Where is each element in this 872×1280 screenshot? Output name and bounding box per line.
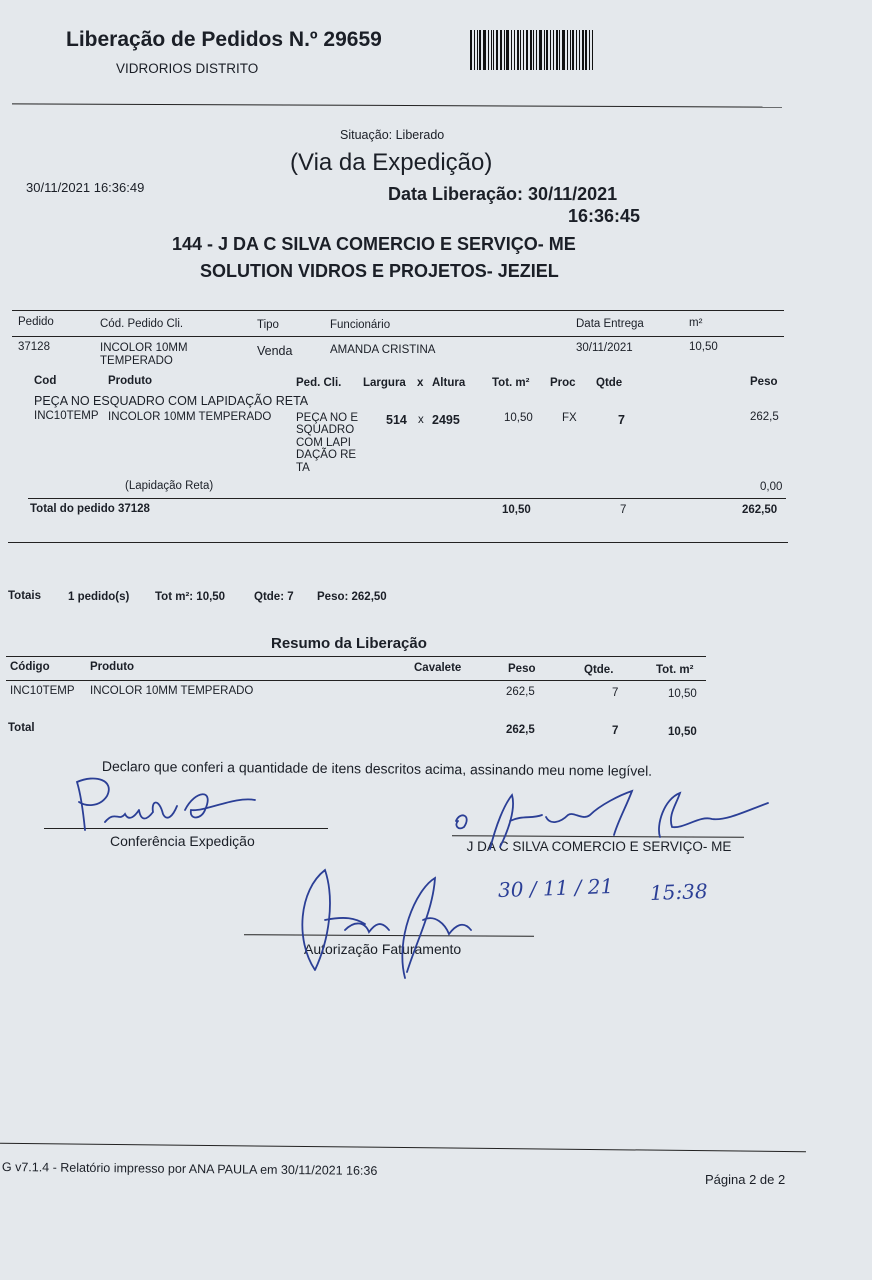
barcode-bar bbox=[589, 30, 590, 70]
col-header-tipo: Tipo bbox=[257, 319, 279, 331]
barcode-bar bbox=[496, 30, 498, 70]
barcode-bar bbox=[536, 30, 537, 70]
item-proc: FX bbox=[562, 412, 577, 424]
item-qty: 7 bbox=[618, 413, 625, 427]
barcode-bar bbox=[544, 30, 545, 70]
barcode-bar bbox=[539, 30, 542, 70]
barcode-bar bbox=[562, 30, 565, 70]
signature-paulo bbox=[55, 770, 275, 840]
item-width: 514 bbox=[386, 413, 407, 427]
summary-total-qty: 7 bbox=[612, 725, 619, 737]
summary-header-cavalete: Cavalete bbox=[414, 662, 462, 674]
summary-row-m2: 10,50 bbox=[668, 688, 697, 700]
item-header-cod: Cod bbox=[34, 375, 57, 387]
barcode-bar bbox=[567, 30, 568, 70]
barcode-bar bbox=[483, 30, 486, 70]
item-code: INC10TEMP bbox=[34, 410, 99, 422]
col-header-pedido: Pedido bbox=[18, 316, 54, 328]
barcode-bar bbox=[572, 30, 574, 70]
barcode-bar bbox=[526, 30, 528, 70]
totals-weight: Peso: 262,50 bbox=[317, 591, 387, 603]
barcode-bar bbox=[474, 30, 475, 70]
order-total-label: Total do pedido 37128 bbox=[30, 503, 150, 515]
copy-type: (Via da Expedição) bbox=[290, 149, 493, 176]
order-total-divider bbox=[28, 498, 786, 499]
barcode-bar bbox=[553, 30, 554, 70]
totals-qty: Qtde: 7 bbox=[254, 591, 294, 603]
barcode bbox=[470, 30, 604, 70]
barcode-bar bbox=[523, 30, 524, 70]
summary-total-label: Total bbox=[8, 722, 35, 734]
footer-page-number: Página 2 de 2 bbox=[705, 1172, 786, 1187]
barcode-bar bbox=[493, 30, 494, 70]
item-header-proc: Proc bbox=[550, 377, 576, 389]
summary-top-border bbox=[6, 656, 706, 657]
barcode-bar bbox=[550, 30, 551, 70]
barcode-bar bbox=[570, 30, 571, 70]
totals-orders: 1 pedido(s) bbox=[68, 591, 130, 603]
order-employee: AMANDA CRISTINA bbox=[330, 344, 436, 356]
client-line-2: SOLUTION VIDROS E PROJETOS- JEZIEL bbox=[200, 261, 559, 281]
item-header-tot-m2: Tot. m² bbox=[492, 377, 530, 389]
item-dimension-separator: x bbox=[418, 414, 424, 426]
signature-client bbox=[450, 785, 780, 855]
barcode-bar bbox=[585, 30, 587, 70]
client-line-1: 144 - J DA C SILVA COMERCIO E SERVIÇO- ME bbox=[172, 234, 576, 254]
summary-header-qtde: Qtde. bbox=[584, 664, 614, 676]
barcode-bar bbox=[556, 30, 558, 70]
barcode-bar bbox=[511, 30, 512, 70]
item-header-ped-cli: Ped. Cli. bbox=[296, 377, 342, 389]
barcode-bar bbox=[504, 30, 505, 70]
barcode-bar bbox=[500, 30, 502, 70]
order-number: 37128 bbox=[18, 341, 50, 353]
item-tot-m2: 10,50 bbox=[504, 412, 533, 424]
barcode-bar bbox=[506, 30, 509, 70]
barcode-bar bbox=[514, 30, 515, 70]
order-type: Venda bbox=[257, 344, 293, 358]
client-signature-label: J DA C SILVA COMERCIO E SERVIÇO- ME bbox=[466, 839, 732, 854]
barcode-bar bbox=[533, 30, 534, 70]
item-header-peso: Peso bbox=[750, 376, 778, 388]
summary-row-weight: 262,5 bbox=[506, 686, 535, 698]
summary-header-produto: Produto bbox=[90, 661, 135, 673]
footer-divider bbox=[0, 1143, 806, 1152]
status-text: Situação: Liberado bbox=[340, 128, 445, 142]
summary-row-qty: 7 bbox=[612, 687, 619, 699]
release-time: 16:36:45 bbox=[568, 206, 641, 226]
header-divider bbox=[12, 103, 782, 107]
order-delivery-date: 30/11/2021 bbox=[576, 342, 633, 354]
print-timestamp: 30/11/2021 16:36:49 bbox=[26, 180, 145, 195]
item-height: 2495 bbox=[432, 413, 460, 427]
handwritten-time: 15:38 bbox=[649, 879, 709, 905]
order-client-code: INCOLOR 10MM TEMPERADO bbox=[100, 342, 188, 367]
barcode-bar bbox=[488, 30, 489, 70]
item-header-produto: Produto bbox=[108, 375, 153, 387]
item-observation: PEÇA NO ESQUADRO COM LAPIDAÇÃO RETA bbox=[34, 394, 309, 408]
barcode-bar bbox=[520, 30, 521, 70]
order-total-qty: 7 bbox=[620, 504, 627, 516]
col-header-m2: m² bbox=[689, 317, 703, 329]
col-header-data-entrega: Data Entrega bbox=[576, 318, 644, 330]
report-title: Liberação de Pedidos N.º 29659 bbox=[66, 28, 382, 51]
item-client-ref: PEÇA NO ESQUADRO COM LAPIDAÇÃO RETA bbox=[296, 412, 358, 474]
barcode-bar bbox=[477, 30, 478, 70]
summary-header-peso: Peso bbox=[508, 663, 536, 675]
lapidacao-value: 0,00 bbox=[760, 481, 783, 493]
item-header-largura: Largura bbox=[363, 377, 406, 389]
totals-m2: Tot m²: 10,50 bbox=[155, 591, 226, 603]
col-header-funcionario: Funcionário bbox=[330, 319, 391, 331]
declaration-text: Declaro que conferi a quantidade de itens descritos acima, assinando meu nome legível. bbox=[101, 758, 653, 779]
barcode-bar bbox=[592, 30, 593, 70]
order-total-weight: 262,50 bbox=[742, 504, 778, 516]
summary-row-product: INCOLOR 10MM TEMPERADO bbox=[90, 685, 254, 697]
barcode-bar bbox=[546, 30, 548, 70]
totals-label: Totais bbox=[8, 590, 42, 602]
item-header-altura: Altura bbox=[432, 377, 466, 389]
order-header-divider bbox=[12, 336, 784, 337]
order-m2: 10,50 bbox=[689, 341, 718, 353]
release-date: Data Liberação: 30/11/2021 bbox=[388, 184, 618, 204]
summary-header-codigo: Código bbox=[10, 661, 50, 673]
order-table-top-border bbox=[12, 310, 784, 311]
barcode-bar bbox=[479, 30, 481, 70]
barcode-bar bbox=[559, 30, 560, 70]
item-product: INCOLOR 10MM TEMPERADO bbox=[108, 411, 272, 423]
col-header-cod-cli: Cód. Pedido Cli. bbox=[100, 318, 184, 330]
order-total-m2: 10,50 bbox=[502, 504, 531, 516]
signature-ana-paula bbox=[285, 860, 485, 990]
summary-title: Resumo da Liberação bbox=[271, 635, 427, 652]
autorizacao-label: Autorização Faturamento bbox=[304, 941, 462, 957]
item-weight: 262,5 bbox=[750, 411, 779, 423]
summary-header-tot-m2: Tot. m² bbox=[656, 664, 694, 676]
barcode-bar bbox=[582, 30, 584, 70]
barcode-bar bbox=[517, 30, 519, 70]
summary-row-code: INC10TEMP bbox=[10, 685, 75, 697]
summary-total-weight: 262,5 bbox=[506, 724, 535, 736]
summary-header-divider bbox=[6, 680, 706, 681]
item-header-qtde: Qtde bbox=[596, 377, 623, 389]
handwritten-date: 30 / 11 / 21 bbox=[497, 873, 614, 903]
barcode-bar bbox=[530, 30, 532, 70]
item-header-x: x bbox=[417, 377, 424, 389]
barcode-bar bbox=[470, 30, 472, 70]
summary-total-m2: 10,50 bbox=[668, 726, 697, 738]
company-name: VIDRORIOS DISTRITO bbox=[116, 61, 259, 76]
lapidacao-label: (Lapidação Reta) bbox=[125, 480, 214, 492]
order-table-bottom-border bbox=[8, 542, 788, 543]
barcode-bar bbox=[576, 30, 577, 70]
barcode-bar bbox=[579, 30, 580, 70]
conferencia-label: Conferência Expedição bbox=[110, 833, 255, 849]
footer-printed-by: G v7.1.4 - Relatório impresso por ANA PAULA em 30/11/2021 16:36 bbox=[1, 1160, 378, 1178]
barcode-bar bbox=[491, 30, 492, 70]
